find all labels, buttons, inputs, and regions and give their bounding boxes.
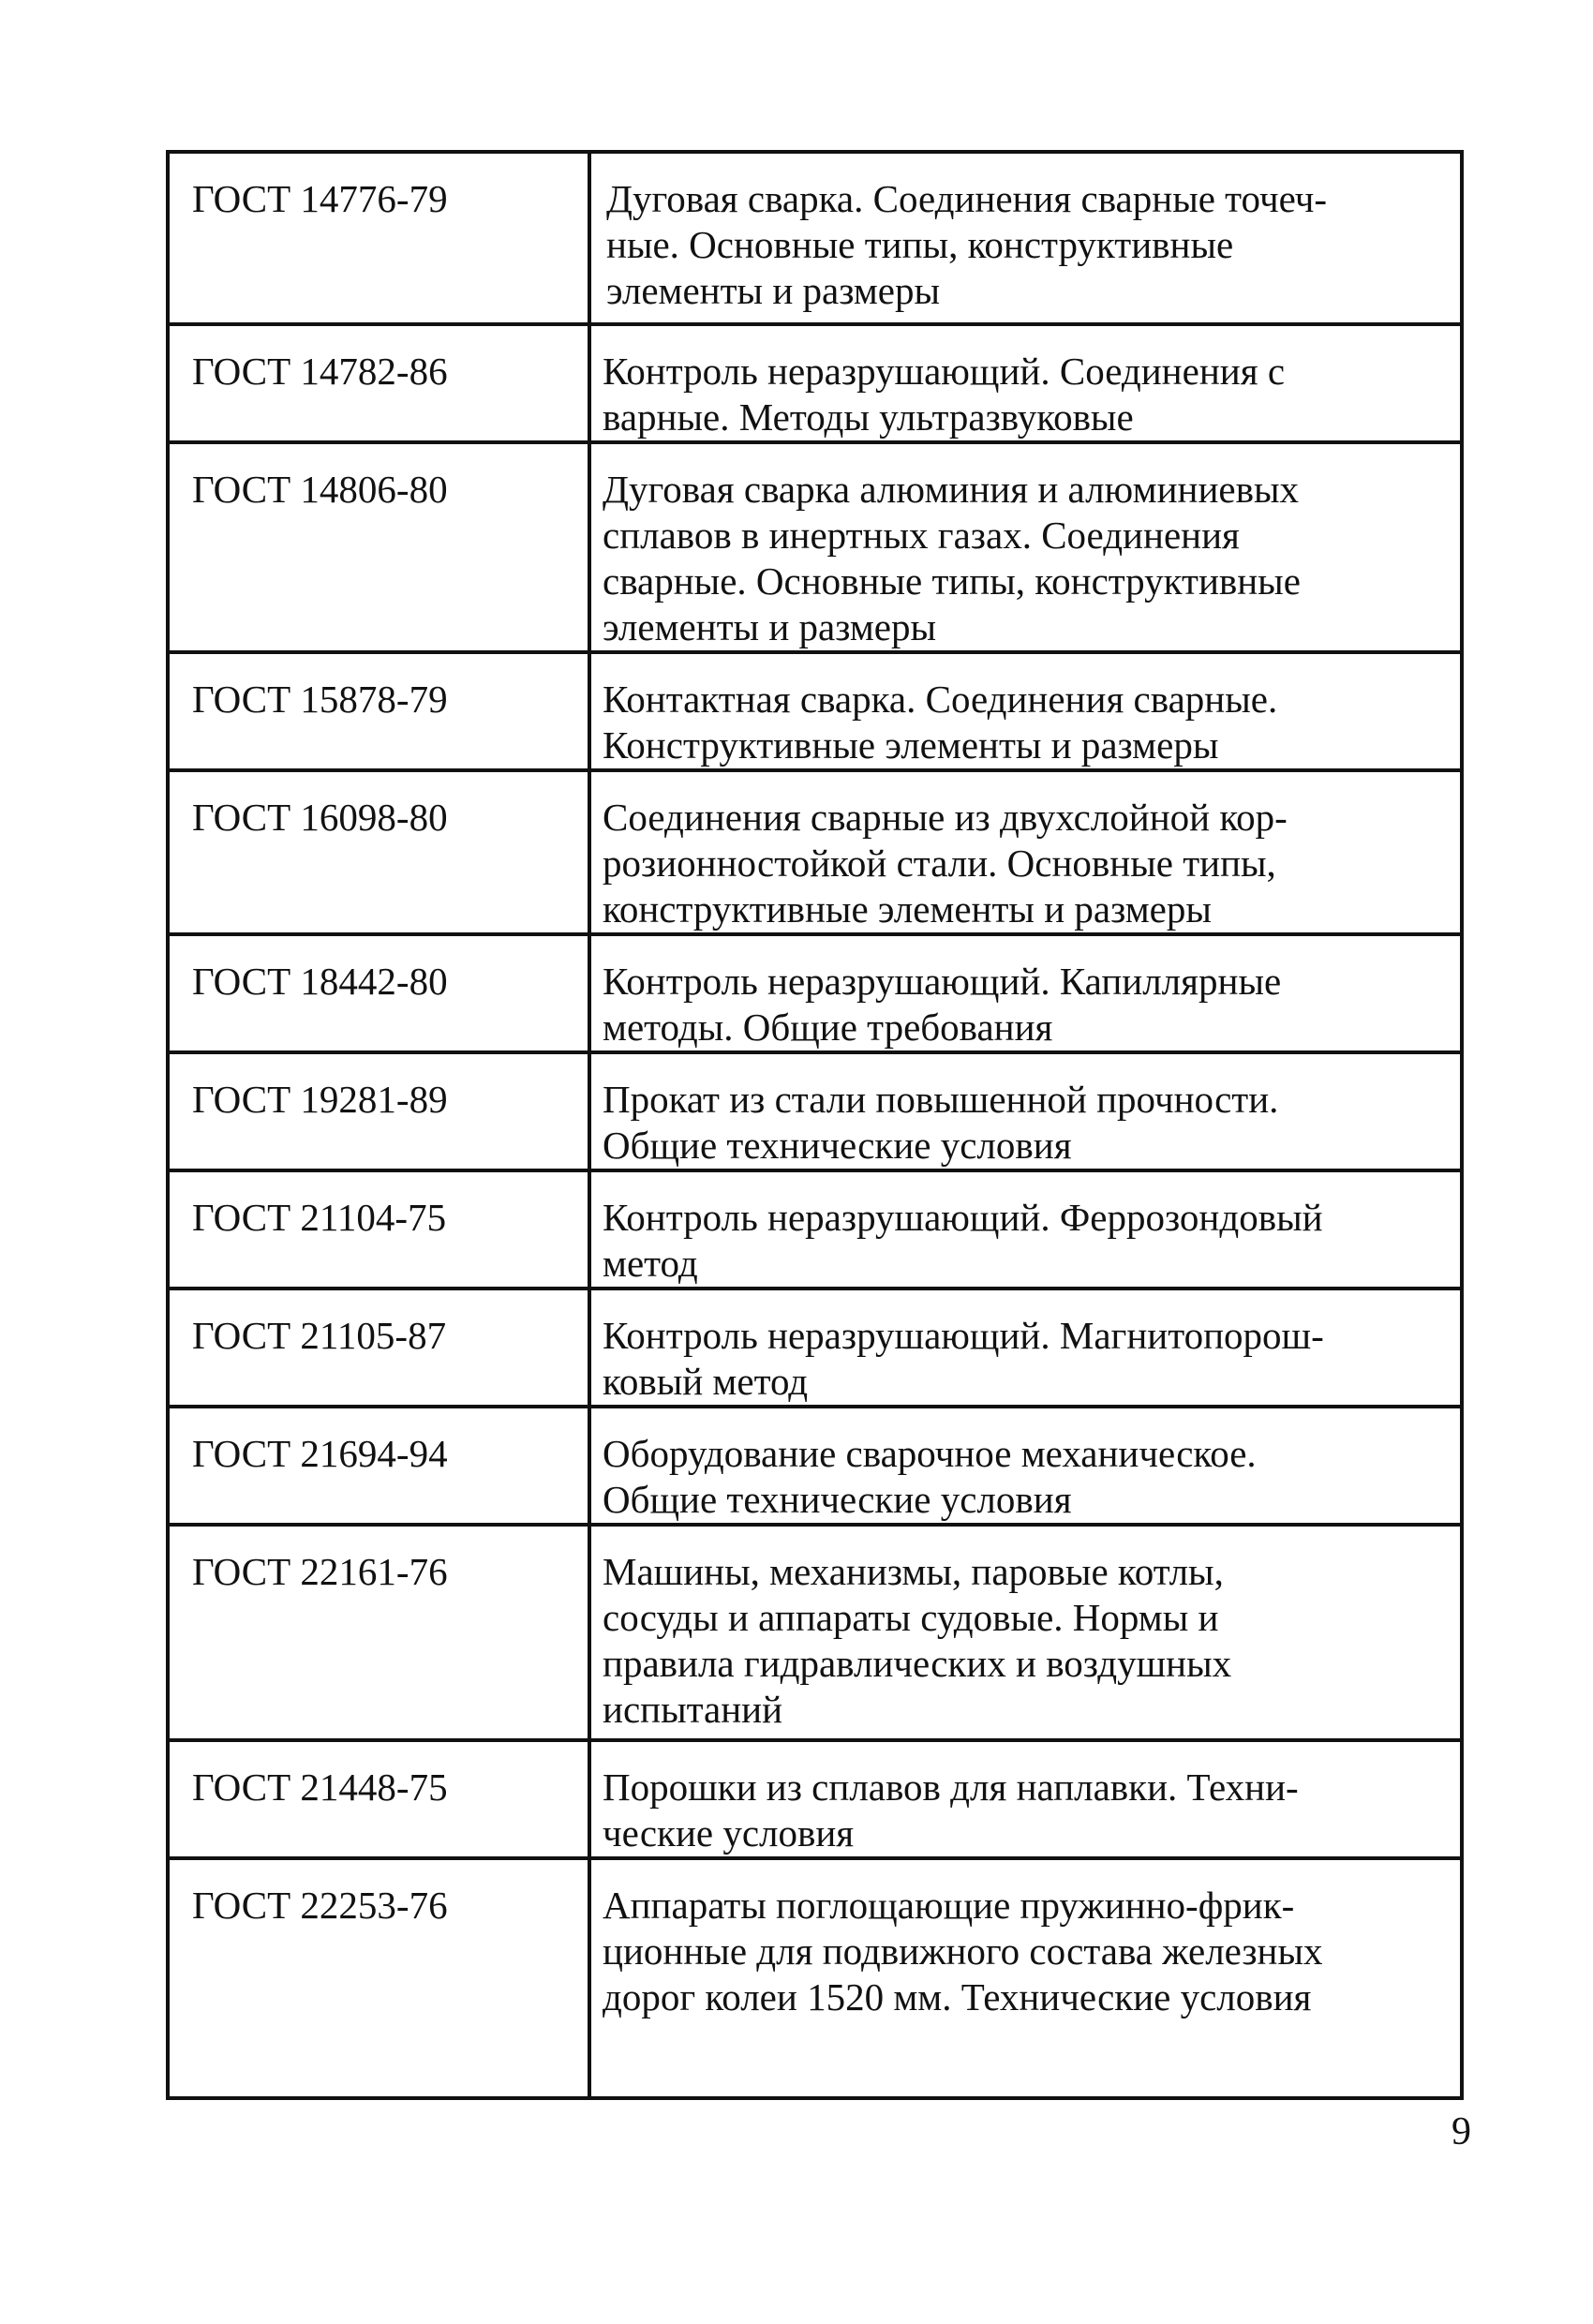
table-row — [168, 442, 1462, 652]
standard-code: ГОСТ 21105-87 — [168, 1289, 589, 1407]
standard-title: Машины, механизмы, паровые котлы, сосуды и аппараты судовые. Нормы и правила гидравлических и воздушных испытаний — [603, 1550, 1232, 1731]
table-row — [168, 1740, 1462, 1858]
standard-title: Соединения сварные из двухслойной кор- розионностойкой стали. Основные типы, конструктивные элементы и размеры — [603, 796, 1288, 931]
table-row — [168, 934, 1462, 1052]
standard-code: ГОСТ 22161-76 — [168, 1525, 589, 1740]
standard-title: Дуговая сварка. Соединения сварные точеч- ные. Основные типы, конструктивные элементы и размеры — [606, 177, 1328, 312]
page-number: 9 — [1452, 2110, 1471, 2153]
standard-code: ГОСТ 21694-94 — [168, 1407, 589, 1525]
standard-title: Контактная сварка. Соединения сварные. Конструктивные элементы и размеры — [603, 678, 1278, 767]
standard-title-cell — [589, 1170, 1462, 1289]
table-row — [168, 1170, 1462, 1289]
standard-code: ГОСТ 14806-80 — [168, 442, 589, 652]
standard-code: ГОСТ 21448-75 — [168, 1740, 589, 1858]
table-row — [168, 1289, 1462, 1407]
standard-title: Контроль неразрушающий. Феррозондовый метод — [603, 1196, 1323, 1285]
standard-title: Оборудование сварочное механическое. Общие технические условия — [603, 1432, 1257, 1521]
standard-title-cell — [589, 770, 1462, 934]
standard-title: Контроль неразрушающий. Магнитопорош- ковый метод — [603, 1314, 1324, 1403]
standards-table — [166, 150, 1464, 2100]
standard-title: Дуговая сварка алюминия и алюминиевых сплавов в инертных газах. Соединения сварные. Основные типы, конструктивные элементы и размеры — [603, 468, 1301, 648]
standard-title-cell — [589, 152, 1462, 324]
standard-code: ГОСТ 19281-89 — [168, 1052, 589, 1170]
table-row — [168, 770, 1462, 934]
standard-title-cell — [589, 1525, 1462, 1740]
standard-code: ГОСТ 15878-79 — [168, 652, 589, 770]
standard-title: Прокат из стали повышенной прочности. Общие технические условия — [603, 1078, 1279, 1167]
standard-title-cell — [589, 1858, 1462, 2098]
standard-title-cell — [589, 324, 1462, 442]
standard-title: Аппараты поглощающие пружинно-фрик- ционные для подвижного состава железных дорог колеи 1520 мм. Технические условия — [603, 1884, 1323, 2019]
standard-title-cell — [589, 652, 1462, 770]
standard-code: ГОСТ 22253-76 — [168, 1858, 589, 2098]
standard-title: Контроль неразрушающий. Соединения с варные. Методы ультразвуковые — [603, 350, 1286, 439]
standard-title-cell — [589, 1407, 1462, 1525]
standard-title-cell — [589, 1289, 1462, 1407]
standard-title: Контроль неразрушающий. Капиллярные методы. Общие требования — [603, 960, 1282, 1049]
standard-code: ГОСТ 21104-75 — [168, 1170, 589, 1289]
standard-title-cell — [589, 1740, 1462, 1858]
standard-code: ГОСТ 14776-79 — [168, 152, 589, 324]
table-row — [168, 324, 1462, 442]
table-row — [168, 152, 1462, 324]
table-row — [168, 1407, 1462, 1525]
table-row — [168, 652, 1462, 770]
standard-title-cell — [589, 442, 1462, 652]
standard-title: Порошки из сплавов для наплавки. Техни- ческие условия — [603, 1765, 1299, 1855]
standard-code: ГОСТ 18442-80 — [168, 934, 589, 1052]
standard-title-cell — [589, 934, 1462, 1052]
standard-code: ГОСТ 16098-80 — [168, 770, 589, 934]
table-row — [168, 1858, 1462, 2098]
standard-title-cell — [589, 1052, 1462, 1170]
standard-code: ГОСТ 14782-86 — [168, 324, 589, 442]
table-row — [168, 1052, 1462, 1170]
table-row — [168, 1525, 1462, 1740]
